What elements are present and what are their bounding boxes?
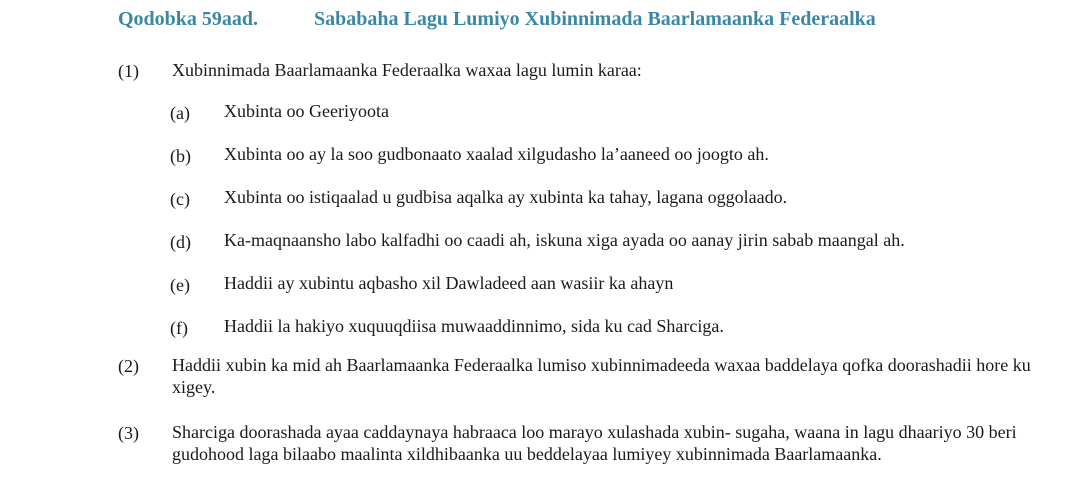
item-c-label: (c) (170, 189, 190, 209)
paragraph-3-label: (3) (118, 423, 139, 443)
paragraph-1-text: Xubinnimada Baarlamaanka Federaalka waxaa lagu lumin karaa: (172, 60, 642, 80)
item-a-text: Xubinta oo Geeriyoota (224, 101, 389, 121)
item-b-label: (b) (170, 146, 191, 166)
article-heading (118, 8, 876, 31)
article-number: Qodobka 59aad. (118, 8, 259, 30)
paragraph-1-label: (1) (118, 61, 139, 81)
paragraph-2-text: Haddii xubin ka mid ah Baarlamaanka Federaalka lumiso xubinnimadeeda waxaa baddelaya qofka doorashadii hore ku xigey. (172, 355, 1031, 397)
item-b-text: Xubinta oo ay la soo gudbonaato xaalad xilgudasho la’aaneed oo joogto ah. (224, 144, 769, 164)
paragraph-2-label: (2) (118, 356, 139, 376)
paragraph-3-text: Sharciga doorashada ayaa caddaynaya habraaca loo marayo xulashada xubin- sugaha, waana in lagu dhaariyo 30 beri gudohood laga bilaabo maalinta xildhibaanka uu beddelayaa lumiyey xubinnimada Baarlamaanka. (172, 422, 1017, 464)
item-f-text: Haddii la hakiyo xuquuqdiisa muwaaddinnimo, sida ku cad Sharciga. (224, 316, 724, 336)
article-title: Sababaha Lagu Lumiyo Xubinnimada Baarlamaanka Federaalka (314, 8, 876, 30)
item-e-text: Haddii ay xubintu aqbasho xil Dawladeed aan wasiir ka ahayn (224, 273, 674, 293)
item-d-text: Ka-maqnaansho labo kalfadhi oo caadi ah, iskuna xiga ayada oo aanay jirin sabab maangal ah. (224, 230, 905, 250)
item-c-text: Xubinta oo istiqaalad u gudbisa aqalka ay xubinta ka tahay, lagana oggolaado. (224, 187, 788, 207)
item-e-label: (e) (170, 275, 190, 295)
item-f-label: (f) (170, 318, 188, 338)
item-a-label: (a) (170, 103, 190, 123)
item-d-label: (d) (170, 232, 191, 252)
